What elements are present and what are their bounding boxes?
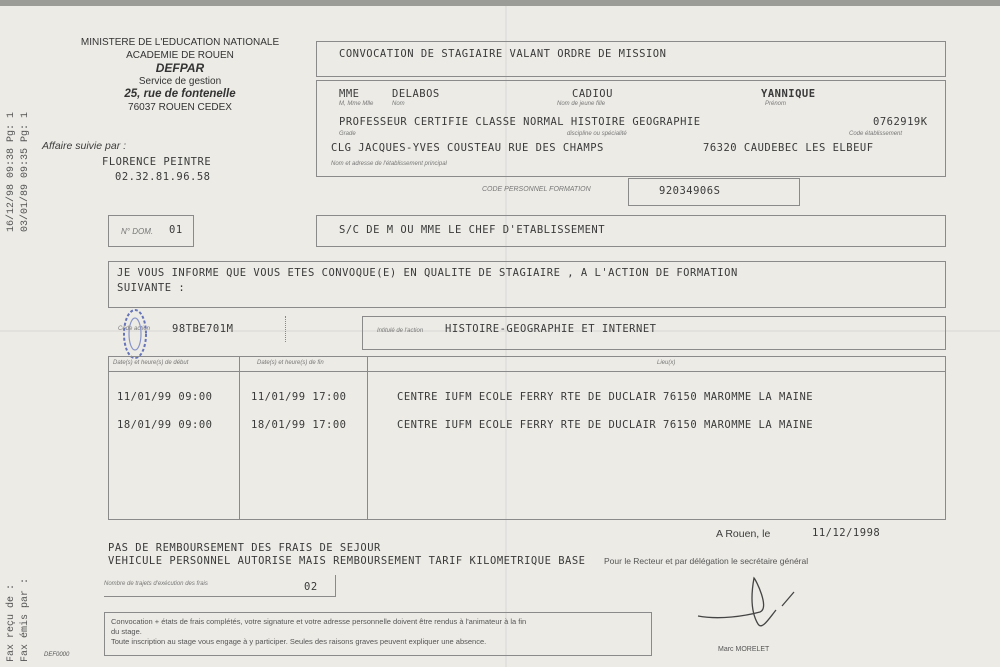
label-first-name: Prénom (765, 101, 787, 107)
notice-line-2: SUIVANTE : (117, 282, 186, 294)
session-start: 18/01/99 09:00 (117, 419, 213, 431)
notice-box (108, 261, 946, 308)
sender-street: 25, rue de fontenelle (124, 88, 236, 100)
header-place: Lieu(x) (657, 360, 676, 366)
document-date: 11/12/1998 (812, 527, 881, 539)
title-box (316, 41, 946, 77)
dom-value: 01 (169, 224, 183, 236)
session-end: 11/01/99 17:00 (251, 391, 347, 403)
academy-name: ACADEMIE DE ROUEN (126, 50, 234, 61)
session-place: CENTRE IUFM ECOLE FERRY RTE DE DUCLAIR 76150 MAROMME LA MAINE (397, 391, 814, 403)
action-code-label: Code action (118, 326, 151, 332)
footer-note-line-3: Toute inscription au stage vous engage à y participer. Seules des raisons graves peuvent expliquer une absence. (111, 637, 487, 646)
handwritten-signature (690, 570, 810, 640)
ministry-name: MINISTERE DE L'EDUCATION NATIONALE (80, 37, 280, 48)
training-code-label: CODE PERSONNEL FORMATION (482, 186, 591, 193)
sender-block (52, 36, 308, 114)
sender-city: 76037 ROUEN CEDEX (128, 102, 232, 113)
label-civility: M, Mme Mlle (339, 101, 374, 107)
fax-top-edge (0, 0, 1000, 6)
label-name: Nom (392, 101, 405, 107)
fax-sent-line: 03/01/89 09:35 Pg: 1 (20, 111, 31, 232)
reimbursement-line-2: VEHICULE PERSONNEL AUTORISE MAIS REMBOURSEMENT TARIF KILOMETRIQUE BASE (108, 555, 586, 567)
signature-delegation: Pour le Recteur et par délégation le secrétaire général (604, 556, 809, 566)
action-title-value: HISTOIRE-GEOGRAPHIE ET INTERNET (445, 323, 657, 335)
label-address: Nom et adresse de l'établissement principal (331, 161, 447, 167)
trips-value: 02 (304, 581, 318, 593)
recipient-civility: MME (339, 88, 360, 100)
header-start: Date(s) et heure(s) de début (113, 360, 189, 366)
reimbursement-line-1: PAS DE REMBOURSEMENT DES FRAIS DE SEJOUR (108, 542, 381, 554)
label-birth-name: Nom de jeune fille (557, 101, 606, 107)
table-col-divider (367, 357, 368, 519)
session-end: 18/01/99 17:00 (251, 419, 347, 431)
recipient-usual-name: DELABOS (392, 88, 440, 100)
label-grade: Grade (339, 131, 356, 137)
via-text: S/C DE M OU MME LE CHEF D'ETABLISSEMENT (339, 224, 606, 236)
document-title: CONVOCATION DE STAGIAIRE VALANT ORDRE DE MISSION (339, 48, 667, 60)
followed-by-label: Affaire suivie par : (42, 140, 127, 152)
recipient-box (316, 80, 946, 177)
fax-received-line: 16/12/98 09:38 Pg: 1 (6, 111, 17, 232)
footer-note-line-1: Convocation + états de frais complétés, votre signature et votre adresse personnelle doivent être rendus à l'animateur à la fin (111, 617, 527, 626)
session-start: 11/01/99 09:00 (117, 391, 213, 403)
footer-note-line-2: du stage. (111, 627, 142, 636)
form-reference: DEF0000 (44, 652, 70, 658)
dom-box (108, 215, 194, 247)
recipient-first-name: YANNIQUE (761, 88, 816, 100)
establishment-code: 0762919K (873, 116, 928, 128)
sessions-table (108, 356, 946, 520)
action-title-label: Intitulé de l'action (377, 328, 424, 334)
label-discipline: discipline ou spécialité (567, 131, 627, 137)
dom-label: N° DOM. (121, 227, 154, 236)
table-col-divider (239, 357, 240, 519)
establishment-town: 76320 CAUDEBEC LES ELBEUF (703, 142, 874, 154)
establishment-address: CLG JACQUES-YVES COUSTEAU RUE DES CHAMPS (331, 142, 604, 154)
action-code-value: 98TBE701M (172, 323, 234, 335)
followed-by-name: FLORENCE PEINTRE (102, 156, 212, 168)
recipient-birth-name: CADIOU (572, 88, 613, 100)
stamp-mark (118, 306, 152, 362)
session-place: CENTRE IUFM ECOLE FERRY RTE DE DUCLAIR 76150 MAROMME LA MAINE (397, 419, 814, 431)
date-prefix: A Rouen, le (716, 528, 771, 540)
table-header-line (109, 371, 945, 372)
action-title-box (362, 316, 946, 350)
service-name: Service de gestion (138, 76, 222, 87)
followed-by-phone: 02.32.81.96.58 (115, 171, 211, 183)
training-code-value: 92034906S (659, 185, 721, 197)
trips-label: Nombre de trajets d'exécution des frais (104, 581, 208, 587)
trips-box (104, 575, 336, 597)
training-code-box (628, 178, 800, 206)
fax-received-label: Fax reçu de : (6, 583, 17, 662)
recipient-grade: PROFESSEUR CERTIFIE CLASSE NORMAL HISTOIRE GEOGRAPHIE (339, 116, 701, 128)
via-box (316, 215, 946, 247)
fax-sent-label: Fax émis par : (20, 577, 31, 662)
notice-line-1: JE VOUS INFORME QUE VOUS ETES CONVOQUE(E) EN QUALITE DE STAGIAIRE , A L'ACTION DE FORMATION (117, 267, 738, 279)
label-establishment-code: Code établissement (849, 131, 903, 137)
department-name: DEFPAR (155, 61, 205, 75)
signatory-name: Marc MORELET (718, 646, 770, 653)
header-end: Date(s) et heure(s) de fin (257, 360, 324, 366)
footer-note-box (104, 612, 652, 656)
